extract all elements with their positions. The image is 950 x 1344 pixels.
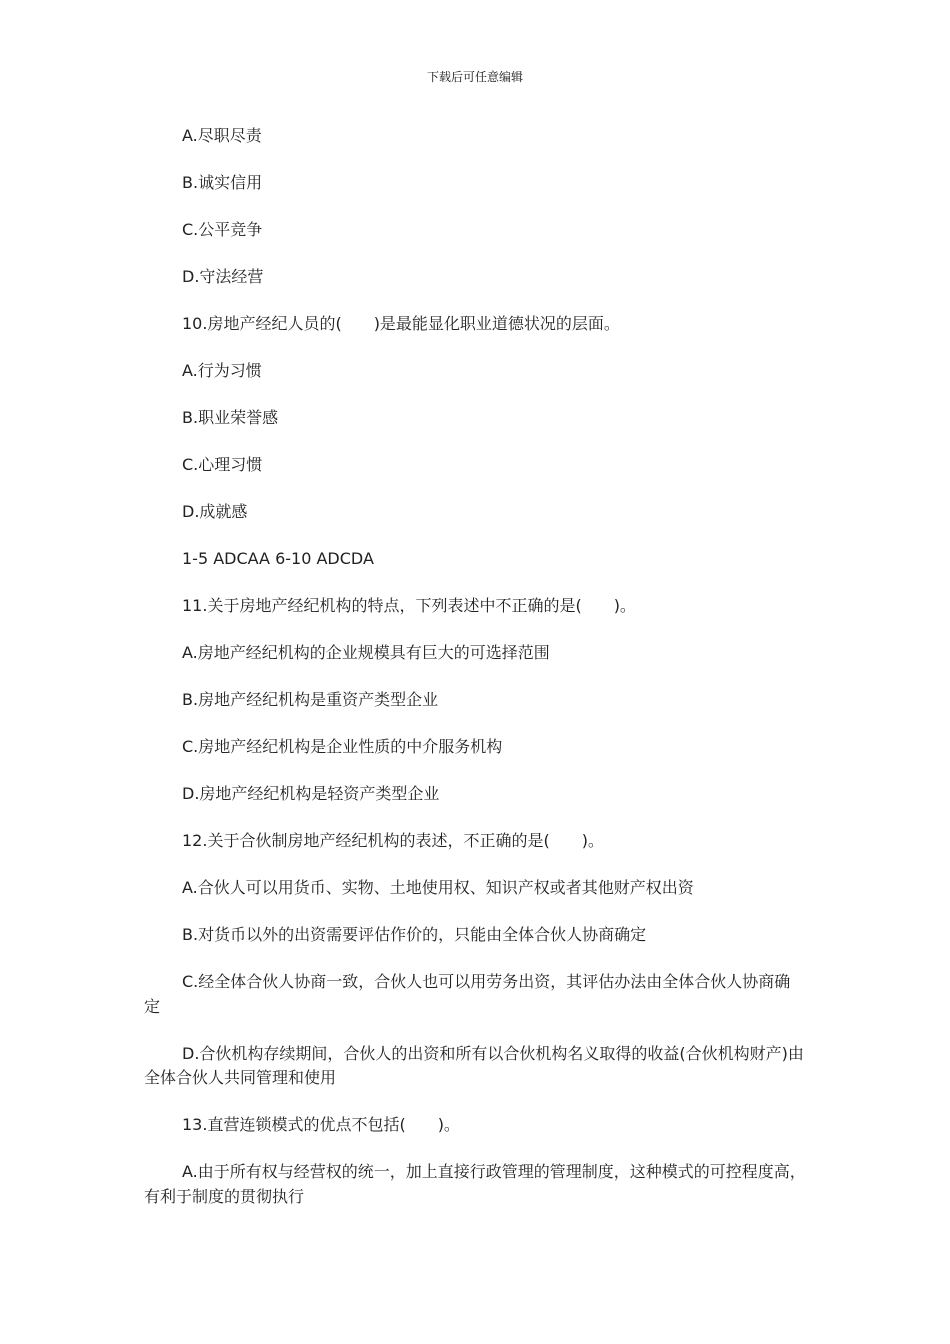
option-b-q11: B.房地产经纪机构是重资产类型企业	[182, 690, 439, 709]
option-a-q12: A.合伙人可以用货币、实物、土地使用权、知识产权或者其他财产权出资	[182, 878, 694, 897]
option-a-q11: A.房地产经纪机构的企业规模具有巨大的可选择范围	[182, 643, 550, 662]
answer-key: 1-5 ADCAA 6-10 ADCDA	[182, 549, 374, 568]
option-d-q10: D.成就感	[182, 502, 248, 521]
question-12: 12.关于合伙制房地产经纪机构的表述，不正确的是( )。	[182, 831, 604, 850]
option-c-q12: C.经全体合伙人协商一致，合伙人也可以用劳务出资，其评估办法由全体合伙人协商确定	[144, 972, 791, 1016]
option-a-q10: A.行为习惯	[182, 361, 262, 380]
option-d-q9: D.守法经营	[182, 267, 264, 286]
page-header: 下载后可任意编辑	[426, 70, 523, 84]
option-c-q11: C.房地产经纪机构是企业性质的中介服务机构	[182, 737, 503, 756]
option-b-q9: B.诚实信用	[182, 173, 263, 192]
option-b-q12: B.对货币以外的出资需要评估作价的，只能由全体合伙人协商确定	[182, 925, 647, 944]
option-c-q9: C.公平竞争	[182, 220, 263, 239]
question-13: 13.直营连锁模式的优点不包括( )。	[182, 1115, 460, 1134]
question-10: 10.房地产经纪人员的( )是最能显化职业道德状况的层面。	[182, 314, 620, 333]
option-b-q10: B.职业荣誉感	[182, 408, 279, 427]
document-body	[144, 124, 806, 1232]
option-a-q9: A.尽职尽责	[182, 126, 262, 145]
option-c-q10: C.心理习惯	[182, 455, 263, 474]
option-d-q11: D.房地产经纪机构是轻资产类型企业	[182, 784, 440, 803]
question-11: 11.关于房地产经纪机构的特点，下列表述中不正确的是( )。	[182, 596, 636, 615]
option-a-q13: A.由于所有权与经营权的统一，加上直接行政管理的管理制度，这种模式的可控程度高，有利于制度的贯彻执行	[144, 1162, 806, 1206]
option-d-q12: D.合伙机构存续期间，合伙人的出资和所有以合伙机构名义取得的收益(合伙机构财产)由全体合伙人共同管理和使用	[144, 1043, 804, 1087]
